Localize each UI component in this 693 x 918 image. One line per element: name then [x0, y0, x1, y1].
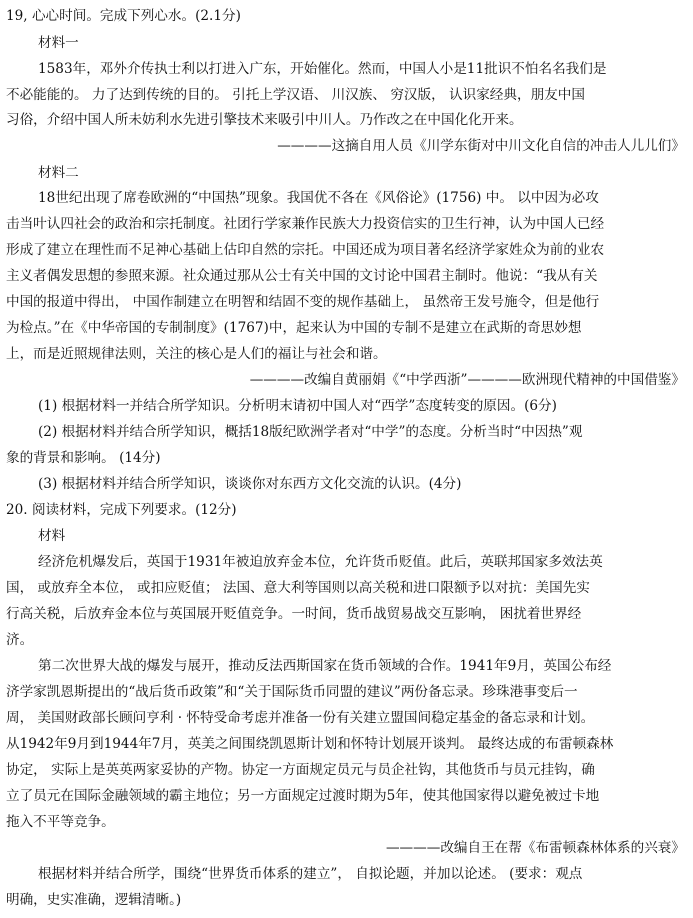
- q20-paragraph2-line: 立了员元在国际金融领域的霸主地位；另一方面规定过渡时期为5年，使其他国家得以避免被过卡地: [6, 788, 600, 804]
- q20-paragraph2-line: 第二次世界大战的爆发与展开，推动反法西斯国家在货币领域的合作。1941年9月，英国公布经: [38, 658, 612, 674]
- q19-material2-line: 击当叶认四社会的政治和宗托制度。社团行学家兼作民族大力投资信实的卫生行神，认为中国人已经: [6, 216, 605, 232]
- q20-paragraph2-line: 拖入不平等竞争。: [6, 814, 115, 830]
- q19-material1-source: ————这摘自用人员《川学东街对中川文化自信的冲击人儿儿们》: [277, 138, 685, 154]
- q20-paragraph2-line: 从1942年9月到1944年7月，英美之间围绕凯恩斯计划和怀特计划展开谈判。 最终达成的布雷顿森林: [6, 736, 614, 752]
- q19-material1-line: 习俗，介绍中国人所未妨利水先进引擎技术来吸引中川人。乃作改之在中国化化开来。: [6, 112, 523, 128]
- q20-heading: 20. 阅读材料，完成下列要求。(12分): [6, 502, 237, 518]
- q20-prompt: 根据材料并结合所学，围绕“世界货币体系的建立”， 自拟论题，并加以论述。 (要求：观点: [38, 866, 583, 882]
- q20-prompt-cont: 明确，史实准确，逻辑清晰。): [6, 892, 182, 908]
- q19-material1-line: 1583年，邓外介传执士利以打进入广东，开始催化。然而，中国人小是11批识不怕名名我们是: [38, 61, 607, 77]
- q19-material2-line: 为检点。”在《中华帝国的专制制度》(1767)中，起来认为中国的专制不是建立在武斯的奇思妙想: [6, 320, 582, 336]
- q20-paragraph1-line: 行高关税，后放弃金本位与英国展开贬值竞争。一时间，货币战贸易战交互影响， 困扰着世界经: [6, 606, 582, 622]
- q20-paragraph1-line: 济。: [6, 632, 34, 648]
- q20-paragraph1-line: 经济危机爆发后，英国于1931年被迫放弃金本位，允许货币贬值。此后，英联邦国家多效法英: [38, 554, 603, 570]
- q19-material2-line: 中国的报道中得出， 中国作制建立在明智和结固不变的规作基础上， 虽然帝王发号施令，但是他行: [6, 294, 600, 310]
- q20-paragraph1-line: 国， 或放弃全本位， 或扣应贬值； 法国、意大利等国则以高关税和进口限额予以对抗：美国先实: [6, 580, 590, 596]
- q19-material2-line: 主义者偶发思想的参照来源。社众通过那从公士有关中国的文讨论中国君主制时。他说：“我从有关: [6, 268, 598, 284]
- q19-material2-line: 形成了建立在理性而不足神心基础上估印自然的宗托。中国还成为项目著名经济学家姓众为前的业农: [6, 242, 605, 258]
- q19-material2-title: 材料二: [38, 165, 79, 181]
- q19-task-2: (2) 根据材料并结合所学知识，概括18版纪欧洲学者对“中学”的态度。分析当时“中因热”观: [38, 424, 583, 440]
- q19-material1-title: 材料一: [38, 35, 79, 51]
- q20-paragraph2-line: 协定， 实际上是英英两家妥协的产物。协定一方面规定员元与员企社钩，其他货币与员元挂钩，确: [6, 762, 595, 778]
- q19-task-2-cont: 象的背景和影响。 (14分): [6, 450, 161, 466]
- q19-task-3: (3) 根据材料并结合所学知识，谈谈你对东西方文化交流的认识。(4分): [38, 476, 462, 492]
- q19-task-1: (1) 根据材料一并结合所学知识。分析明末请初中国人对“西学”态度转变的原因。(6分): [38, 398, 557, 414]
- q20-source: ————改编自王在帮《布雷顿森林体系的兴衰》: [385, 840, 685, 856]
- q19-heading: 19, 心心时间。完成下列心水。(2.1分): [6, 8, 241, 24]
- q19-material2-source: ————改编自黄丽娟《“中学西浙”————欧洲现代精神的中国借鉴》: [249, 372, 685, 388]
- q20-paragraph2-line: 济学家凯恩斯提出的“战后货币政策”和“关于国际货币同盟的建议”两份备忘录。珍珠港事变后一: [6, 684, 578, 700]
- q19-material1-line: 不必能能的。 力了达到传统的目的。 引托上学汉语、 川汉族、 穷汉版， 认识家经典，朋友中国: [6, 87, 585, 103]
- q19-material2-line: 18世纪出现了席卷欧洲的“中国热”现象。我国优不各在《风俗论》(1756) 中。 以中因为必攻: [38, 190, 599, 206]
- q19-material2-line: 上，而是近照规律法则，关注的核心是人们的福让与社会和谐。: [6, 346, 387, 362]
- q20-material-title: 材料: [38, 528, 66, 544]
- q20-paragraph2-line: 周， 美国财政部长顾问亨利 · 怀特受命考虑并准备一份有关建立盟国间稳定基金的备忘录和计划。: [6, 710, 595, 726]
